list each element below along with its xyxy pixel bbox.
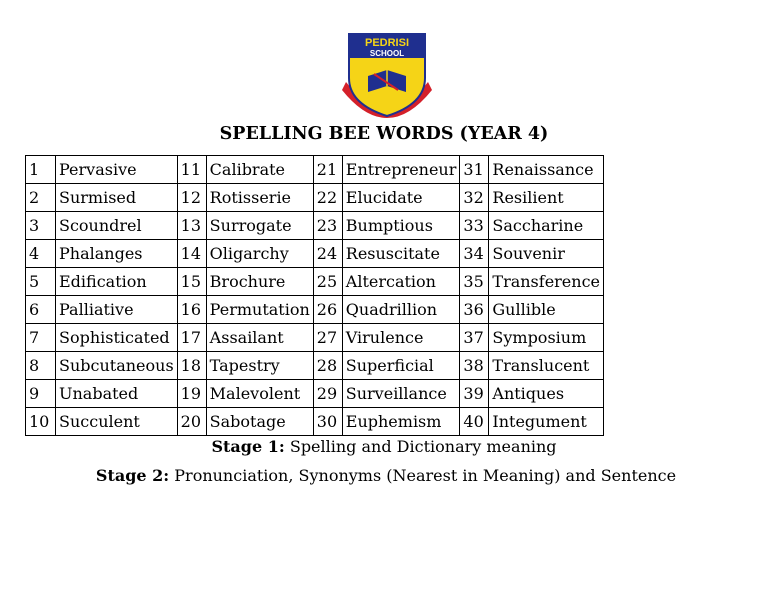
word-cell: Euphemism	[342, 408, 460, 436]
word-cell: Gullible	[489, 296, 604, 324]
word-number: 33	[460, 212, 489, 240]
word-number: 9	[26, 380, 56, 408]
word-cell: Edification	[56, 268, 178, 296]
word-cell: Virulence	[342, 324, 460, 352]
word-cell: Permutation	[206, 296, 313, 324]
word-number: 30	[313, 408, 342, 436]
word-cell: Palliative	[56, 296, 178, 324]
word-cell: Surmised	[56, 184, 178, 212]
word-number: 34	[460, 240, 489, 268]
table-row	[26, 240, 604, 268]
word-number: 38	[460, 352, 489, 380]
word-number: 8	[26, 352, 56, 380]
word-cell: Brochure	[206, 268, 313, 296]
word-number: 35	[460, 268, 489, 296]
word-cell: Altercation	[342, 268, 460, 296]
table-row	[26, 324, 604, 352]
table-row	[26, 380, 604, 408]
stage-2-text: Pronunciation, Synonyms (Nearest in Meaning) and Sentence	[169, 466, 677, 485]
table-row	[26, 212, 604, 240]
word-number: 10	[26, 408, 56, 436]
spelling-words-table	[25, 155, 604, 436]
word-cell: Phalanges	[56, 240, 178, 268]
stage-1-label: Stage 1:	[211, 437, 285, 456]
word-cell: Bumptious	[342, 212, 460, 240]
word-number: 18	[177, 352, 206, 380]
word-number: 5	[26, 268, 56, 296]
word-number: 21	[313, 156, 342, 184]
table-row	[26, 352, 604, 380]
word-number: 32	[460, 184, 489, 212]
stage-1-note	[0, 437, 768, 456]
table-row	[26, 268, 604, 296]
word-cell: Elucidate	[342, 184, 460, 212]
word-number: 20	[177, 408, 206, 436]
stage-2-label: Stage 2:	[95, 466, 170, 485]
word-cell: Resuscitate	[342, 240, 460, 268]
word-cell: Entrepreneur	[342, 156, 460, 184]
word-number: 11	[177, 156, 206, 184]
word-number: 7	[26, 324, 56, 352]
school-logo	[340, 30, 434, 120]
word-number: 27	[313, 324, 342, 352]
word-cell: Succulent	[56, 408, 178, 436]
word-number: 28	[313, 352, 342, 380]
word-number: 24	[313, 240, 342, 268]
word-number: 17	[177, 324, 206, 352]
word-cell: Surrogate	[206, 212, 313, 240]
word-cell: Unabated	[56, 380, 178, 408]
word-cell: Translucent	[489, 352, 604, 380]
word-cell: Symposium	[489, 324, 604, 352]
word-cell: Renaissance	[489, 156, 604, 184]
word-cell: Calibrate	[206, 156, 313, 184]
word-number: 14	[177, 240, 206, 268]
word-number: 40	[460, 408, 489, 436]
word-cell: Antiques	[489, 380, 604, 408]
word-number: 13	[177, 212, 206, 240]
word-number: 39	[460, 380, 489, 408]
word-number: 22	[313, 184, 342, 212]
table-row	[26, 296, 604, 324]
stage-1-text: Spelling and Dictionary meaning	[284, 437, 557, 456]
word-number: 25	[313, 268, 342, 296]
word-number: 31	[460, 156, 489, 184]
word-cell: Pervasive	[56, 156, 178, 184]
word-cell: Rotisserie	[206, 184, 313, 212]
word-cell: Surveillance	[342, 380, 460, 408]
word-cell: Sophisticated	[56, 324, 178, 352]
word-cell: Souvenir	[489, 240, 604, 268]
word-cell: Oligarchy	[206, 240, 313, 268]
logo-text-line1: PEDRISI	[364, 37, 410, 49]
word-cell: Subcutaneous	[56, 352, 178, 380]
word-cell: Integument	[489, 408, 604, 436]
table-row	[26, 156, 604, 184]
word-number: 1	[26, 156, 56, 184]
word-cell: Scoundrel	[56, 212, 178, 240]
logo-text-line2: SCHOOL	[369, 49, 405, 58]
stage-2-note	[0, 466, 768, 485]
table-row	[26, 408, 604, 436]
table-row	[26, 184, 604, 212]
word-number: 37	[460, 324, 489, 352]
word-number: 2	[26, 184, 56, 212]
word-cell: Resilient	[489, 184, 604, 212]
word-cell: Quadrillion	[342, 296, 460, 324]
word-cell: Tapestry	[206, 352, 313, 380]
word-number: 16	[177, 296, 206, 324]
word-number: 4	[26, 240, 56, 268]
page-title: SPELLING BEE WORDS (YEAR 4)	[219, 124, 549, 144]
word-cell: Malevolent	[206, 380, 313, 408]
word-number: 15	[177, 268, 206, 296]
word-cell: Sabotage	[206, 408, 313, 436]
word-number: 12	[177, 184, 206, 212]
word-number: 6	[26, 296, 56, 324]
word-cell: Assailant	[206, 324, 313, 352]
word-number: 36	[460, 296, 489, 324]
word-number: 26	[313, 296, 342, 324]
word-number: 19	[177, 380, 206, 408]
word-number: 3	[26, 212, 56, 240]
word-number: 29	[313, 380, 342, 408]
word-cell: Saccharine	[489, 212, 604, 240]
word-number: 23	[313, 212, 342, 240]
word-cell: Superficial	[342, 352, 460, 380]
word-cell: Transference	[489, 268, 604, 296]
